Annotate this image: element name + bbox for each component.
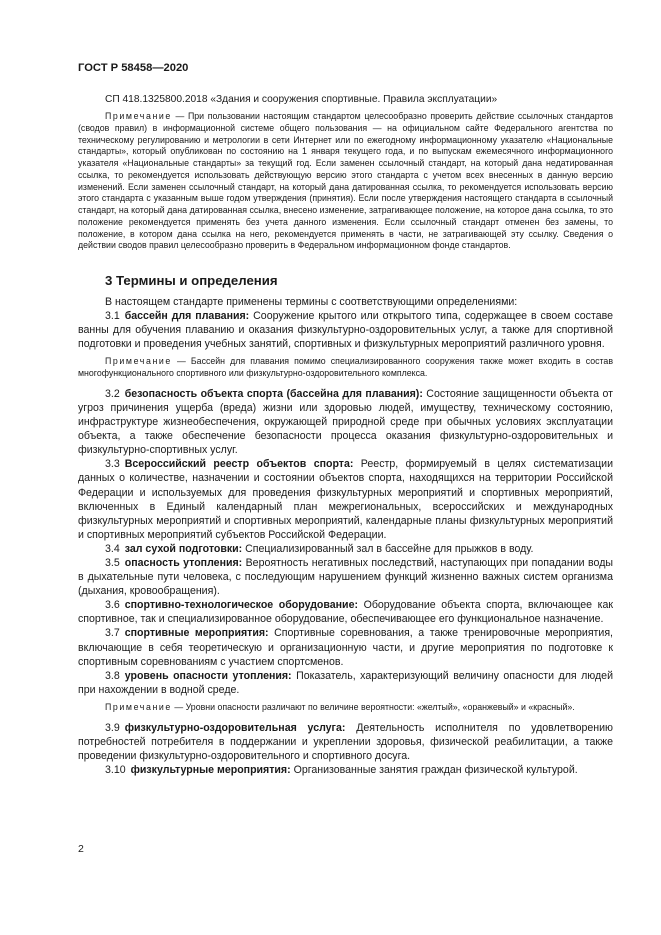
term-definition: Сооружение крытого или открытого типа, содержащее в своем составе ванны для обучения плаванию и оказания физкультурно-оздоровительных услуг, а также для спортивной подготовки и проведения учебных занятий, спортивных и физкультурных мероприятий различного уровня. — [78, 310, 613, 351]
note-pool — [78, 356, 613, 380]
term-number: 3.7 — [105, 627, 120, 640]
term-entry — [78, 309, 613, 351]
term-number: 3.3 — [105, 458, 120, 471]
note-text: — Уровни опасности различают по величине вероятности: «желтый», «оранжевый» и «красный». — [171, 701, 575, 712]
page-content — [78, 93, 613, 777]
term-name: физкультурно-оздоровительная услуга: — [124, 721, 346, 734]
note-references — [78, 111, 613, 252]
term-number: 3.5 — [105, 557, 120, 569]
term-definition: Реестр, формируемый в целях систематизации данных о количестве, назначении и состоянии объектов спорта, находящихся на территории Российской Федерации и используемых для проведения физкультурных мероприятий и спортивных мероприятий, включенных в Единый календарный план межрегиональных, всероссийских и международных физкультурных мероприятий и спортивных мероприятий, календарные планы физкультурных мероприятий и спортивных мероприятий субъектов Российской Федерации. — [78, 458, 613, 541]
note-label: Примечание — [105, 356, 172, 367]
term-number: 3.10 — [105, 763, 126, 776]
term-name: физкультурные мероприятия: — [130, 763, 291, 776]
note-text: — При пользовании настоящим стандартом целесообразно проверить действие ссылочных стандартов (сводов правил) в информационной системе общего пользования — на официальном сайте Федерального агентства по техническому регулированию и метрологии в сети Интернет или по ежегодному информационному указателю «Национальные стандарты», который опубликован по состоянию на 1 января текущего года, и по выпускам ежемесячного информационного указателя «Национальные стандарты» за текущий год. Если заменен ссылочный стандарт, на который дана недатированная ссылка, то рекомендуется использовать действующую версию этого стандарта с учетом всех внесенных в данную версию изменений. Если заменен ссылочный стандарт, на который дана датированная ссылка, то рекомендуется использовать версию этого стандарта с указанным выше годом утверждения (принятия). Если после утверждения настоящего стандарта в ссылочный стандарт, на который дана датированная ссылка, внесено изменение, затрагивающее положение, на которое дана ссылка, то это положение рекомендуется применять без учета данного изменения. Если ссылочный стандарт отменен без замены, то положение, в котором дана ссылка на него, рекомендуется применять в части, не затрагивающей эту ссылку. Сведения о действии сводов правил целесообразно проверить в Федеральном информационном фонде стандартов. — [78, 111, 613, 251]
term-definition: Вероятность негативных последствий, наступающих при попадании воды в дыхательные пути человека, с последующим нарушением функций жизненно важных систем организма (дыхания, кровообращения). — [78, 557, 613, 598]
note-text: — Бассейн для плавания помимо специализированного сооружения также может входить в состав многофункционального спортивного или физкультурно-оздоровительного комплекса. — [78, 356, 613, 379]
term-definition: Специализированный зал в бассейне для прыжков в воду. — [242, 542, 534, 555]
term-name: зал сухой подготовки: — [124, 542, 243, 555]
term-definition: Деятельность исполнителя по удовлетворению потребностей потребителя в поддержании и укреплении здоровья, физической реабилитации, а также проведении физкультурно-оздоровительного и спортивного досуга. — [78, 721, 613, 762]
term-entry — [78, 669, 613, 697]
page-number: 2 — [78, 843, 84, 855]
term-entry — [78, 626, 613, 668]
reference-line: СП 418.1325800.2018 «Здания и сооружения спортивные. Правила эксплуатации» — [105, 94, 498, 105]
term-entry — [78, 387, 613, 457]
term-entry — [78, 556, 613, 598]
term-name: спортивные мероприятия: — [124, 627, 269, 640]
term-number: 3.8 — [105, 669, 120, 682]
term-entry — [78, 721, 613, 763]
term-definition: Организованные занятия граждан физической культурой. — [290, 763, 578, 776]
term-number: 3.6 — [105, 599, 120, 612]
term-entry — [78, 542, 613, 556]
term-number: 3.2 — [105, 387, 120, 400]
term-name: безопасность объекта спорта (бассейна для плавания): — [124, 387, 423, 400]
section-intro: В настоящем стандарте применены термины с соответствующими определениями: — [105, 296, 518, 308]
term-entry — [78, 457, 613, 542]
term-definition: Показатель, характеризующий величину опасности для людей при нахождении в водной среде. — [78, 669, 613, 696]
term-name: уровень опасности утопления: — [124, 669, 292, 682]
note-label: Примечание — [105, 701, 172, 712]
term-entry — [78, 598, 613, 626]
term-name: бассейн для плавания: — [124, 310, 250, 323]
term-name: спортивно-технологическое оборудование: — [124, 599, 358, 612]
section-title: 3 Термины и определения — [105, 273, 278, 288]
note-danger-levels — [78, 702, 613, 714]
term-definition: Состояние защищенности объекта от угроз причинения ущерба (вреда) жизни или здоровью людей, имуществу, техническому состоянию, инфраструктуре жизнеобеспечения, окружающей природной среде при обычных условиях эксплуатации объекта, а также обеспечение безопасности процесса оказания физкультурно-оздоровительных и физкультурно-спортивных услуг. — [78, 387, 613, 457]
term-definition: Оборудование объекта спорта, включающее как спортивное, так и специализированное оборудование, обеспечивающее его функциональное назначение. — [78, 599, 613, 626]
term-number: 3.4 — [105, 542, 120, 555]
term-entry — [78, 763, 613, 777]
document-header: ГОСТ Р 58458—2020 — [78, 62, 189, 74]
term-number: 3.9 — [105, 721, 120, 734]
term-name: опасность утопления: — [124, 557, 243, 569]
note-label: Примечание — [105, 111, 172, 121]
term-definition: Спортивные соревнования, а также тренировочные мероприятия, включающие в себя теоретическую и организационную части, и другие мероприятия по подготовке к спортивным соревнованиям с участием спортсменов. — [78, 627, 614, 668]
term-number: 3.1 — [105, 310, 120, 323]
term-name: Всероссийский реестр объектов спорта: — [124, 458, 354, 471]
